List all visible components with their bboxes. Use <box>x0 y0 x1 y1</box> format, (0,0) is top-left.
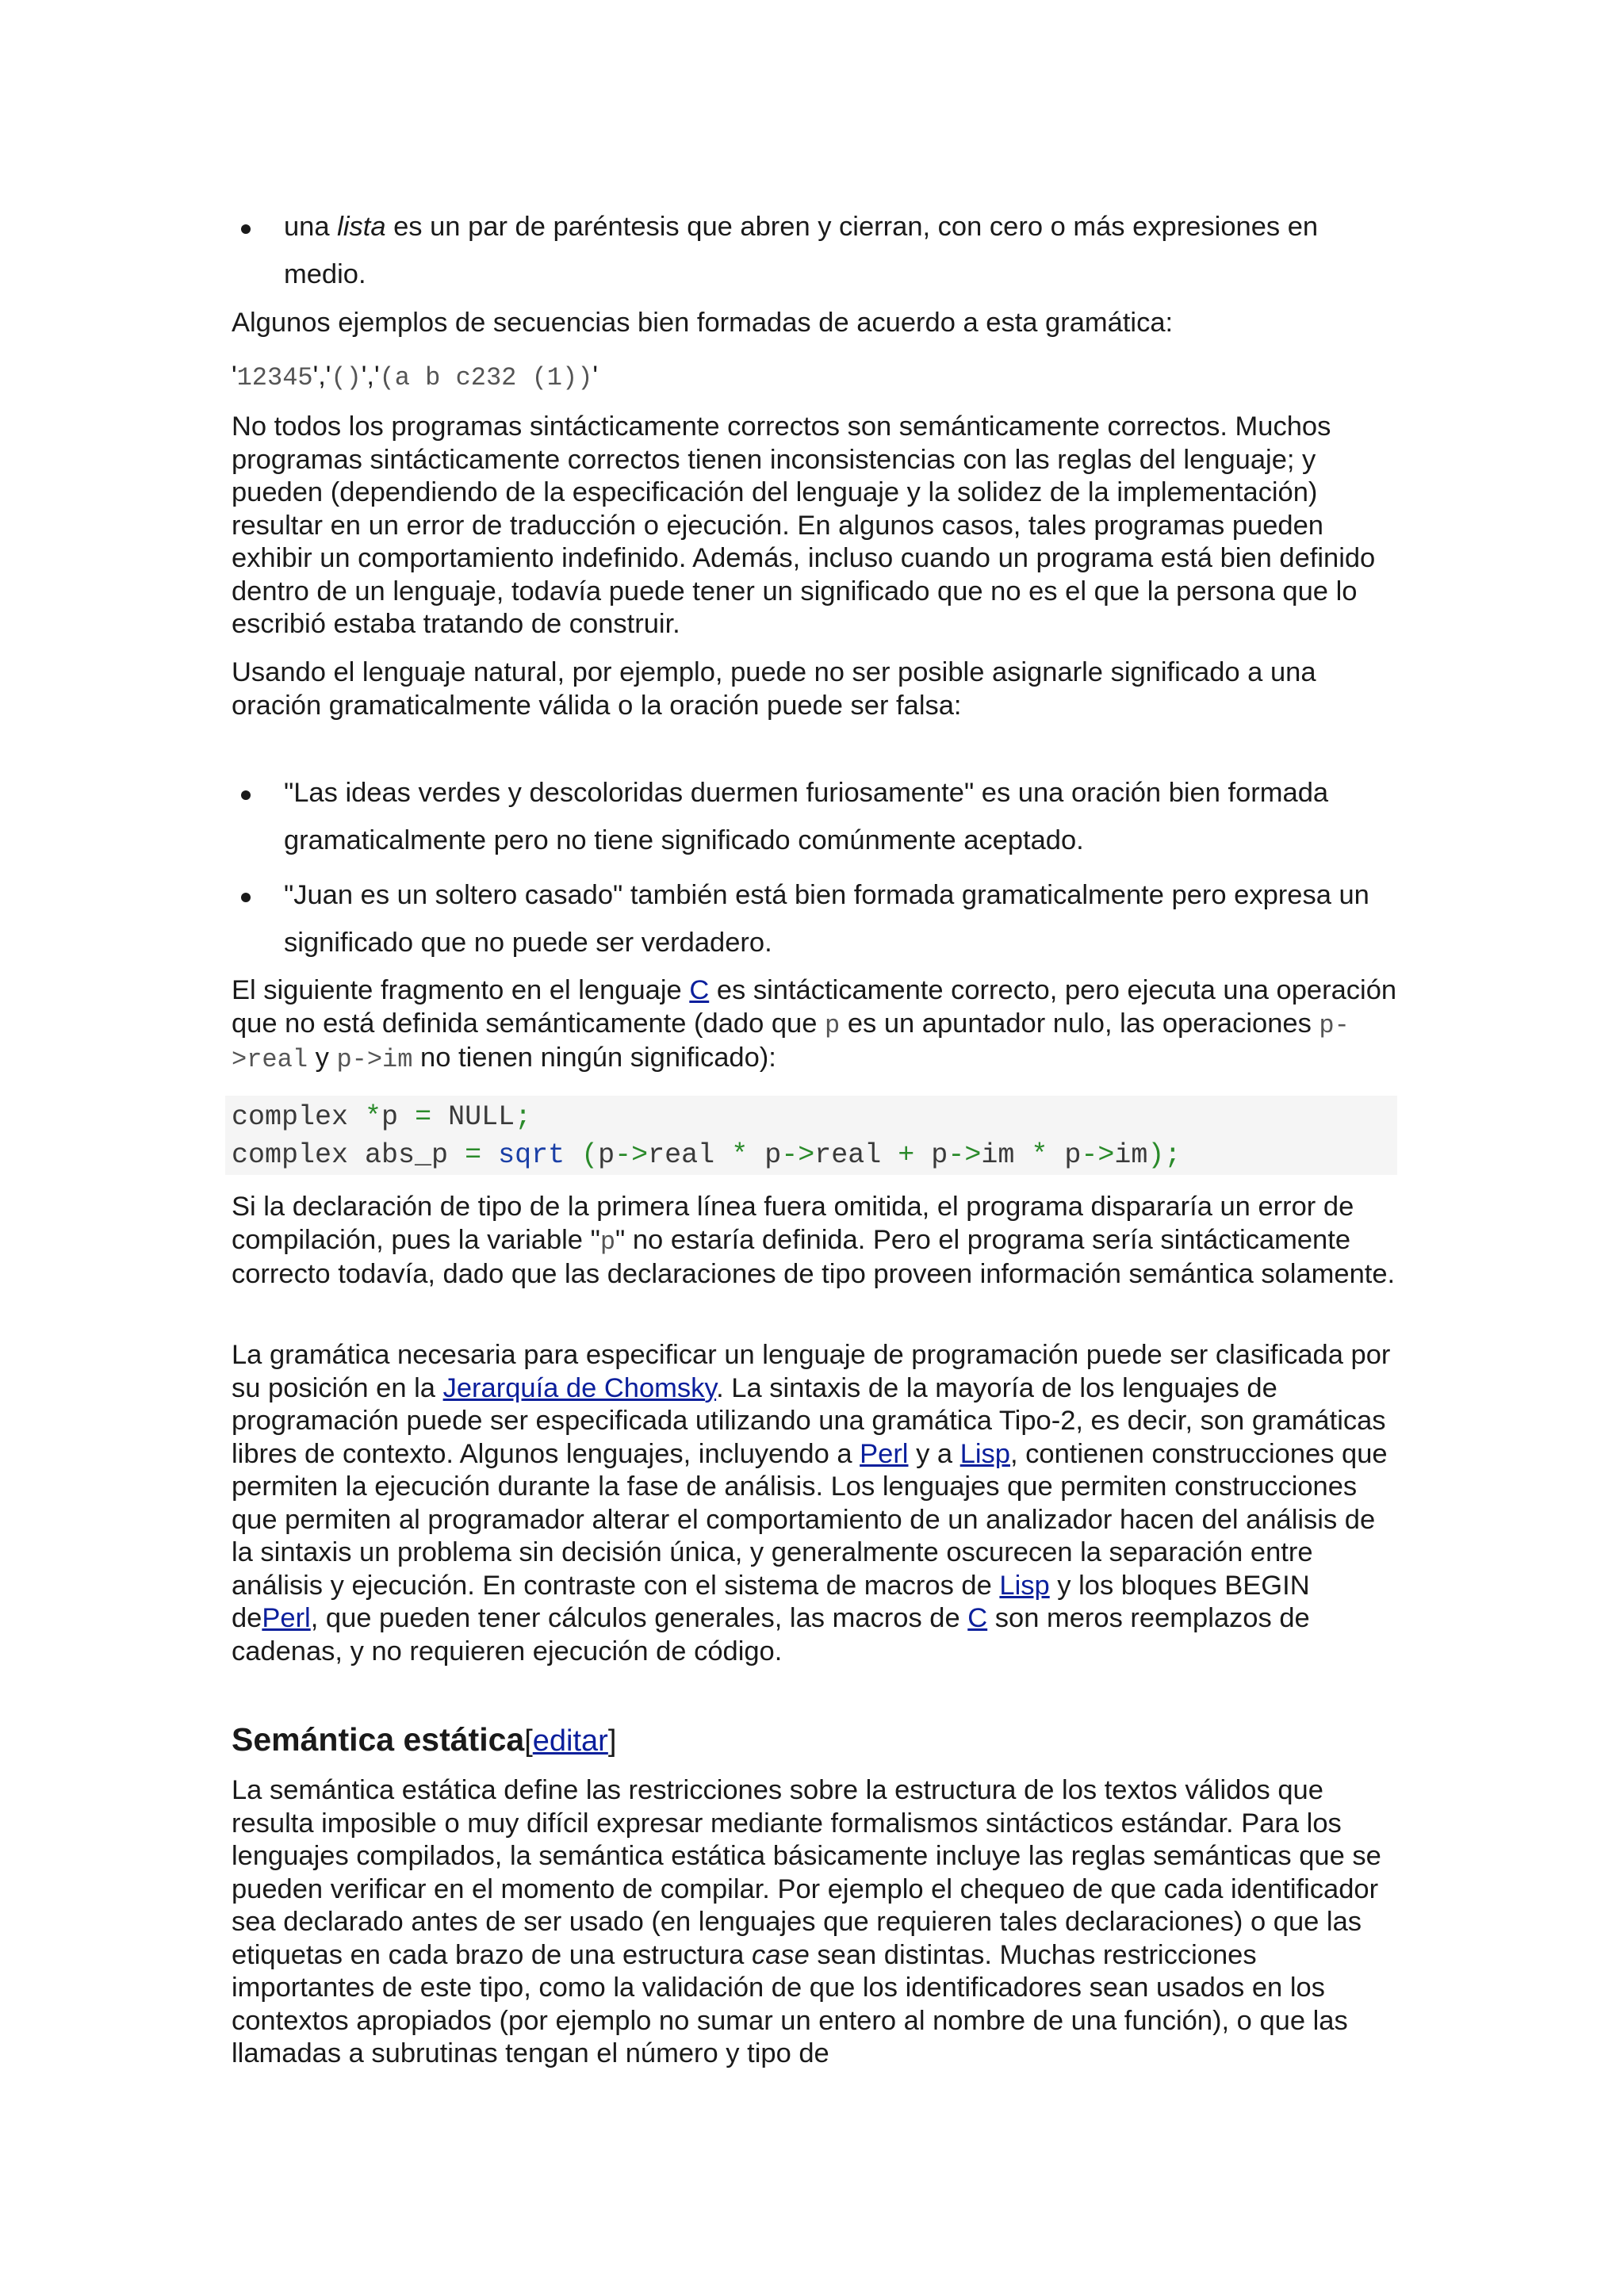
link-c[interactable]: C <box>967 1603 988 1633</box>
heading-title: Semántica estática <box>232 1721 525 1758</box>
code-token: -> <box>1081 1139 1115 1171</box>
link-lisp[interactable]: Lisp <box>959 1438 1010 1469</box>
list-item-lista <box>284 203 1402 298</box>
text: La semántica estática define las restricciones sobre la estructura de los textos válidos que resulta imposible o muy difícil expresar mediante formalismos sintácticos estándar. Para los lenguajes compilados, la semántica estática básicamente incluye las reglas semánticas que se pueden verificar en el momento de compilar. Por ejemplo el chequeo de que cada identificador sea declarado antes de ser usado (en lenguajes que requieren tales declaraciones) o que las etiquetas en cada brazo de una estructura <box>232 1775 1381 1970</box>
text: y los bloques BEGIN de <box>232 1570 1310 1633</box>
code-token: -> <box>781 1139 815 1171</box>
paragraph-gramatica <box>232 1339 1397 1668</box>
paragraph-usando: Usando el lenguaje natural, por ejemplo, puede no ser posible asignarle significado a una oración gramaticalmente válida o la oración puede ser falsa: <box>232 657 1316 721</box>
text: sean distintas. Muchas restricciones importantes de este tipo, como la validación de que los identificadores sean usados en los contextos apropiados (por ejemplo no sumar un entero al nombre de una función), o que las llamadas a subrutinas tengan el número y tipo de <box>232 1939 1348 2068</box>
code-token: = <box>415 1101 432 1133</box>
bracket: [ <box>524 1724 533 1758</box>
separator: ',' <box>361 361 380 391</box>
code-token: -> <box>948 1139 982 1171</box>
bracket: ] <box>607 1724 617 1758</box>
bullet-dot <box>241 893 251 902</box>
code-token: * <box>731 1139 749 1171</box>
link-c[interactable]: C <box>689 975 710 1005</box>
code-token: NULL <box>431 1101 515 1133</box>
text: no tienen ningún significado): <box>412 1043 776 1073</box>
code-token: -> <box>615 1139 649 1171</box>
code-token: + <box>898 1139 915 1171</box>
inline-code-im: p->im <box>336 1045 413 1074</box>
edit-section <box>524 1724 616 1758</box>
paragraph-ejemplos: Algunos ejemplos de secuencias bien formadas de acuerdo a esta gramática: <box>232 308 1174 338</box>
code-token: * <box>365 1101 382 1133</box>
link-jerarquia-chomsky[interactable]: Jerarquía de Chomsky <box>442 1372 717 1403</box>
code-token: = <box>465 1139 482 1171</box>
code-token: p <box>598 1139 615 1171</box>
code-token: real <box>648 1139 732 1171</box>
text: es sintácticamente correcto, pero ejecuta una operación que no está definida semánticamente (dado que <box>232 975 1397 1039</box>
code-token: sqrt <box>498 1139 565 1171</box>
code-token: ); <box>1147 1139 1182 1171</box>
code-token: p <box>1048 1139 1082 1171</box>
code-line-1 <box>232 1101 531 1133</box>
bullet-dot <box>241 790 251 800</box>
inline-code-real: p->real <box>232 1010 1350 1074</box>
list-item-juan: "Juan es un soltero casado" también está bien formada gramaticalmente pero expresa un significado que no puede ser verdadero. <box>284 880 1369 958</box>
text: y <box>308 1043 337 1073</box>
edit-link[interactable]: editar <box>532 1724 608 1758</box>
text: es un apuntador nulo, las operaciones <box>840 1008 1320 1039</box>
paragraph-no-todos: No todos los programas sintácticamente correctos son semánticamente correctos. Muchos programas sintácticamente correctos tienen inconsistencias con las reglas del lenguaje; y pueden (dependiendo de la especificación del lenguaje y la solidez de la implementación) resultar en un error de traducción o ejecución. En algunos casos, tales programas pueden exhibir un comportamiento indefinido. Además, incluso cuando un programa está bien definido dentro de un lenguaje, todavía puede tener un significado que no es el que la persona que lo escribió estaba tratando de construir. <box>232 411 1376 639</box>
code-token: ; <box>515 1101 532 1133</box>
code-line-2 <box>232 1139 1181 1171</box>
section-heading-semantica-estatica <box>232 1717 616 1763</box>
inline-code-p: p <box>825 1010 841 1040</box>
code-token: real <box>814 1139 898 1171</box>
list-item-ideas-verdes: "Las ideas verdes y descoloridas duermen furiosamente" es una oración bien formada gramaticalmente pero no tiene significado comúnmente aceptado. <box>284 778 1329 855</box>
code-token: ( <box>581 1139 599 1171</box>
code-token <box>481 1139 498 1171</box>
link-lisp[interactable]: Lisp <box>999 1570 1050 1601</box>
text: Si la declaración de tipo de la primera línea fuera omitida, el programa dispararía un error de compilación, pues la variable " <box>232 1192 1354 1255</box>
example-code-2: () <box>331 363 362 392</box>
code-token: p <box>914 1139 948 1171</box>
link-perl[interactable]: Perl <box>860 1438 909 1469</box>
quote: ' <box>232 361 237 391</box>
paragraph-semantica-estatica <box>232 1774 1397 2071</box>
quote: ' <box>592 361 598 391</box>
text: , contienen construcciones que permiten la ejecución durante la fase de análisis. Los lenguajes que permiten construcciones que permiten al programador alterar el comportamiento de un analizador hacen del análisis de la sintaxis un problema sin decisión única, y generalmente oscurecen la separación entre análisis y ejecución. En contraste con el sistema de macros de <box>232 1438 1388 1601</box>
paragraph-si-la <box>232 1191 1397 1292</box>
code-token: complex abs_p <box>232 1139 465 1171</box>
bullet-dot <box>241 224 251 234</box>
code-token <box>565 1139 581 1171</box>
code-token: im <box>1114 1139 1148 1171</box>
emphasis-case: case <box>751 1939 810 1970</box>
examples-line <box>232 360 1397 395</box>
text: y a <box>908 1438 960 1469</box>
code-token: * <box>1031 1139 1048 1171</box>
text: El siguiente fragmento en el lenguaje <box>232 975 690 1005</box>
separator: ',' <box>312 361 331 391</box>
text: " no estaría definida. Pero el programa sería sintácticamente correcto todavía, dado que las declaraciones de tipo proveen información semántica solamente. <box>232 1224 1396 1289</box>
text: La gramática necesaria para especificar un lenguaje de programación puede ser clasificada por su posición en la <box>232 1340 1391 1403</box>
text: , que pueden tener cálculos generales, las macros de <box>310 1603 968 1633</box>
example-code-1: 12345 <box>236 363 313 392</box>
text: . La sintaxis de la mayoría de los lenguajes de programación puede ser especificada utilizando una gramática Tipo-2, es decir, son gramáticas libres de contexto. Algunos lenguajes, incluyendo a <box>232 1372 1386 1469</box>
code-token: p <box>748 1139 782 1171</box>
code-token: p <box>381 1101 416 1133</box>
text: son meros reemplazos de cadenas, y no requieren ejecución de código. <box>232 1603 1310 1667</box>
bullet-text: es un par de paréntesis que abren y cierran, con cero o más expresiones en medio. <box>284 212 1319 289</box>
example-code-3: (a b c232 (1)) <box>379 363 593 392</box>
emphasis-lista: lista <box>337 212 386 242</box>
bullet-text: una <box>284 212 338 242</box>
code-token: im <box>981 1139 1032 1171</box>
inline-code-p: p <box>599 1226 616 1257</box>
paragraph-fragmento <box>232 974 1397 1077</box>
link-perl[interactable]: Perl <box>262 1603 311 1633</box>
code-token: complex <box>232 1101 366 1133</box>
